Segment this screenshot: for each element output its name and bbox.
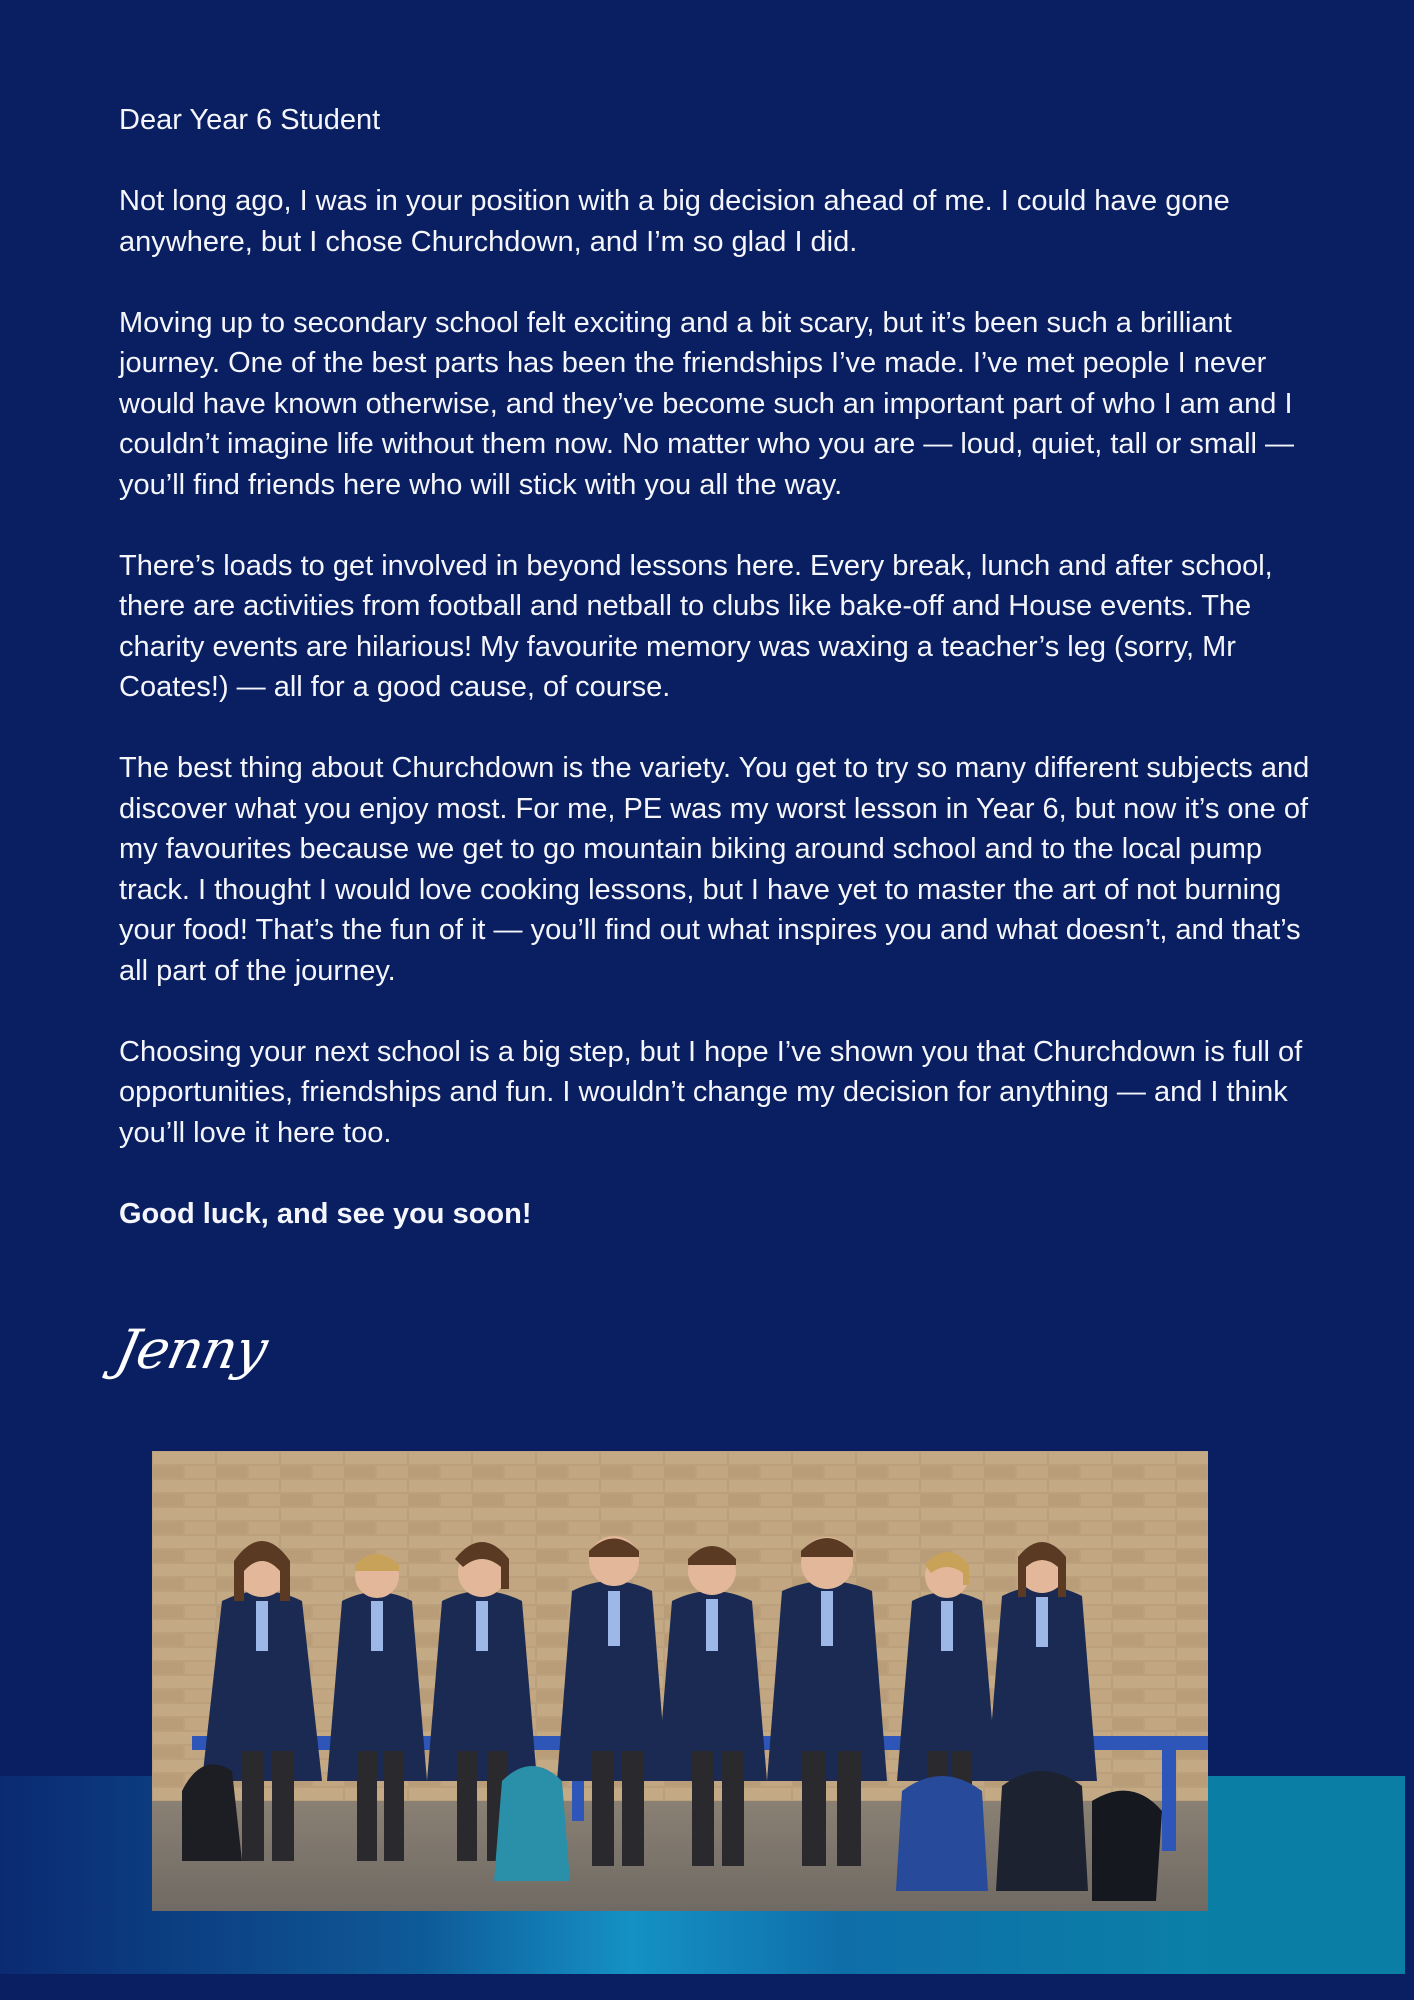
salutation: Dear Year 6 Student (119, 104, 381, 136)
paragraph-4: The best thing about Churchdown is the variety. You get to try so many different subjects and discover what you enjoy most. For me, PE was my worst lesson in Year 6, but now it’s one of my favourites because we get to go mountain biking around school and to the local pump track. I thought I would love cooking lessons, but I have yet to master the art of not burning your food! That’s the fun of it — you’ll find out what inspires you and what doesn’t, and that’s all part of the journey. (119, 752, 1310, 987)
signature: Jenny (110, 1318, 273, 1381)
paragraph-5: Choosing your next school is a big step, but I hope I’ve shown you that Churchdown is full of opportunities, friendships and fun. I wouldn’t change my decision for anything — and I think you’ll love it here too. (119, 1035, 1303, 1149)
closing-line: Good luck, and see you soon! (119, 1197, 532, 1230)
letter-body (119, 100, 1319, 1275)
students-photo-illustration (152, 1451, 1208, 1911)
paragraph-3: There’s loads to get involved in beyond lessons here. Every break, lunch and after school, there are activities from football and netball to clubs like bake-off and House events. The charity events are hilarious! My favourite memory was waxing a teacher’s leg (sorry, Mr Coates!) — all for a good cause, of course. (119, 549, 1273, 703)
paragraph-1: Not long ago, I was in your position with a big decision ahead of me. I could have gone anywhere, but I chose Churchdown, and I’m so glad I did. (119, 185, 1230, 258)
decorative-teal-block (1207, 1776, 1405, 1974)
paragraph-2: Moving up to secondary school felt exciting and a bit scary, but it’s been such a brilliant journey. One of the best parts has been the friendships I’ve made. I’ve met people I never would have known otherwise, and they’ve become such an important part of who I am and I couldn’t imagine life without them now. No matter who you are — loud, quiet, tall or small — you’ll find friends here who will stick with you all the way. (119, 306, 1295, 501)
students-photo (152, 1451, 1208, 1911)
